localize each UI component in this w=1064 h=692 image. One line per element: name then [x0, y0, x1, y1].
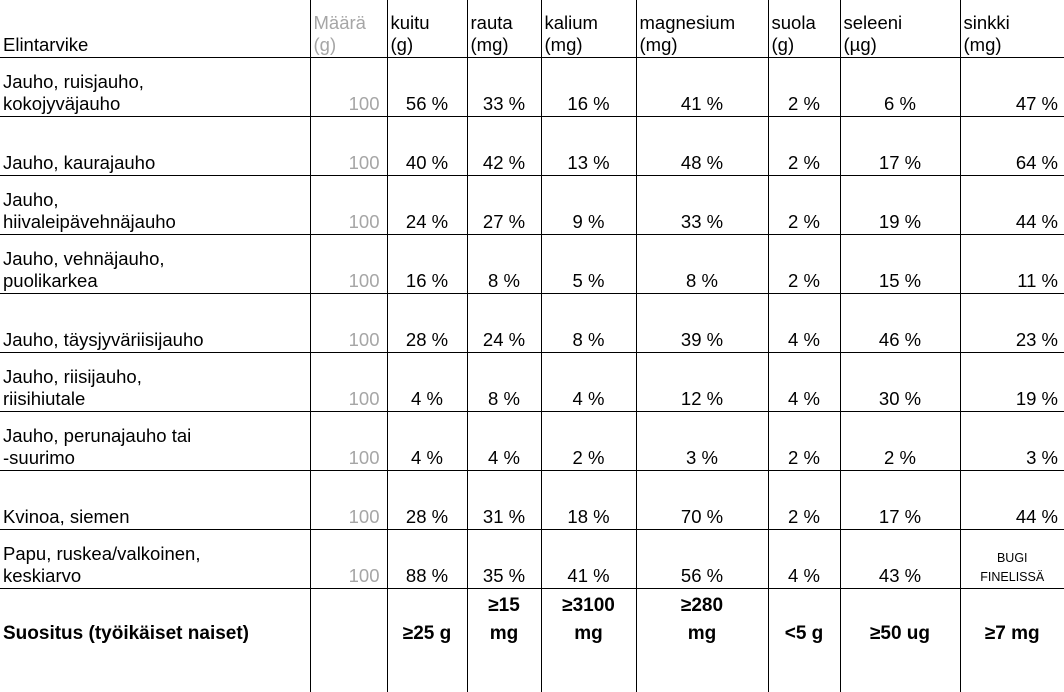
cell-food-name[interactable]: Jauho, täysjyväriisijauho: [0, 294, 310, 353]
table-row: [0, 294, 1064, 353]
cell-iron[interactable]: 24 %: [467, 294, 541, 353]
cell-amount[interactable]: 100: [310, 530, 387, 589]
cell-fiber[interactable]: 16 %: [387, 235, 467, 294]
cell-iron[interactable]: 8 %: [467, 353, 541, 412]
cell-selenium[interactable]: 46 %: [840, 294, 960, 353]
cell-iron[interactable]: 31 %: [467, 471, 541, 530]
cell-iron[interactable]: 8 %: [467, 235, 541, 294]
cell-salt[interactable]: 4 %: [768, 294, 840, 353]
cell-salt[interactable]: 2 %: [768, 176, 840, 235]
cell-selenium[interactable]: 2 %: [840, 412, 960, 471]
header-magnesium[interactable]: magnesium (mg): [636, 0, 768, 58]
cell-selenium[interactable]: 15 %: [840, 235, 960, 294]
cell-selenium[interactable]: 6 %: [840, 58, 960, 117]
cell-zinc[interactable]: 64 %: [960, 117, 1064, 176]
cell-magnesium[interactable]: 3 %: [636, 412, 768, 471]
cell-potassium[interactable]: 5 %: [541, 235, 636, 294]
recommendation-magnesium[interactable]: ≥280 mg: [636, 589, 768, 692]
table-row: [0, 117, 1064, 176]
cell-amount[interactable]: 100: [310, 471, 387, 530]
cell-potassium[interactable]: 18 %: [541, 471, 636, 530]
header-food[interactable]: Elintarvike: [0, 0, 310, 58]
recommendation-zinc[interactable]: ≥7 mg: [960, 589, 1064, 692]
cell-potassium[interactable]: 13 %: [541, 117, 636, 176]
cell-selenium[interactable]: 43 %: [840, 530, 960, 589]
cell-food-name[interactable]: Papu, ruskea/valkoinen, keskiarvo: [0, 530, 310, 589]
cell-amount[interactable]: 100: [310, 353, 387, 412]
header-fiber[interactable]: kuitu (g): [387, 0, 467, 58]
cell-zinc[interactable]: 11 %: [960, 235, 1064, 294]
recommendation-amount[interactable]: [310, 589, 387, 692]
cell-amount[interactable]: 100: [310, 294, 387, 353]
cell-zinc-note: BUGI: [964, 549, 1062, 568]
cell-zinc[interactable]: 23 %: [960, 294, 1064, 353]
cell-selenium[interactable]: 17 %: [840, 471, 960, 530]
cell-salt[interactable]: 2 %: [768, 117, 840, 176]
table-row: [0, 176, 1064, 235]
cell-amount[interactable]: 100: [310, 412, 387, 471]
cell-amount[interactable]: 100: [310, 58, 387, 117]
cell-amount[interactable]: 100: [310, 117, 387, 176]
cell-magnesium[interactable]: 41 %: [636, 58, 768, 117]
cell-magnesium[interactable]: 33 %: [636, 176, 768, 235]
cell-zinc[interactable]: [960, 530, 1064, 589]
cell-selenium[interactable]: 30 %: [840, 353, 960, 412]
table-row: [0, 58, 1064, 117]
cell-selenium[interactable]: 17 %: [840, 117, 960, 176]
cell-food-name[interactable]: Jauho, vehnäjauho, puolikarkea: [0, 235, 310, 294]
cell-magnesium[interactable]: 56 %: [636, 530, 768, 589]
cell-salt[interactable]: 4 %: [768, 530, 840, 589]
cell-iron[interactable]: 42 %: [467, 117, 541, 176]
recommendation-label[interactable]: Suositus (työikäiset naiset): [0, 589, 310, 692]
cell-salt[interactable]: 2 %: [768, 471, 840, 530]
cell-food-name[interactable]: Kvinoa, siemen: [0, 471, 310, 530]
cell-iron[interactable]: 35 %: [467, 530, 541, 589]
cell-potassium[interactable]: 8 %: [541, 294, 636, 353]
table-row: [0, 412, 1064, 471]
header-amount[interactable]: Määrä (g): [310, 0, 387, 58]
cell-food-name[interactable]: Jauho, riisijauho, riisihiutale: [0, 353, 310, 412]
cell-potassium[interactable]: 2 %: [541, 412, 636, 471]
cell-zinc-note: FINELISSÄ: [964, 568, 1062, 587]
cell-fiber[interactable]: 28 %: [387, 294, 467, 353]
cell-fiber[interactable]: 88 %: [387, 530, 467, 589]
cell-magnesium[interactable]: 8 %: [636, 235, 768, 294]
cell-fiber[interactable]: 28 %: [387, 471, 467, 530]
cell-fiber[interactable]: 4 %: [387, 353, 467, 412]
cell-potassium[interactable]: 4 %: [541, 353, 636, 412]
cell-magnesium[interactable]: 48 %: [636, 117, 768, 176]
recommendation-selenium[interactable]: ≥50 ug: [840, 589, 960, 692]
cell-salt[interactable]: 2 %: [768, 412, 840, 471]
cell-potassium[interactable]: 9 %: [541, 176, 636, 235]
cell-fiber[interactable]: 40 %: [387, 117, 467, 176]
cell-iron[interactable]: 4 %: [467, 412, 541, 471]
cell-iron[interactable]: 27 %: [467, 176, 541, 235]
cell-zinc[interactable]: 3 %: [960, 412, 1064, 471]
recommendation-iron[interactable]: ≥15 mg: [467, 589, 541, 692]
table-row: [0, 471, 1064, 530]
cell-food-name[interactable]: Jauho, hiivaleipävehnäjauho: [0, 176, 310, 235]
cell-food-name[interactable]: Jauho, perunajauho tai -suurimo: [0, 412, 310, 471]
cell-amount[interactable]: 100: [310, 176, 387, 235]
cell-amount[interactable]: 100: [310, 235, 387, 294]
recommendation-row: [0, 589, 1064, 692]
cell-magnesium[interactable]: 70 %: [636, 471, 768, 530]
cell-fiber[interactable]: 4 %: [387, 412, 467, 471]
table-row: [0, 353, 1064, 412]
cell-food-name[interactable]: Jauho, ruisjauho, kokojyväjauho: [0, 58, 310, 117]
cell-fiber[interactable]: 24 %: [387, 176, 467, 235]
cell-potassium[interactable]: 41 %: [541, 530, 636, 589]
cell-zinc[interactable]: 19 %: [960, 353, 1064, 412]
cell-fiber[interactable]: 56 %: [387, 58, 467, 117]
recommendation-salt[interactable]: <5 g: [768, 589, 840, 692]
header-selenium[interactable]: seleeni (µg): [840, 0, 960, 58]
table-row: [0, 235, 1064, 294]
cell-zinc[interactable]: 44 %: [960, 176, 1064, 235]
cell-zinc[interactable]: 44 %: [960, 471, 1064, 530]
cell-selenium[interactable]: 19 %: [840, 176, 960, 235]
cell-salt[interactable]: 2 %: [768, 235, 840, 294]
cell-magnesium[interactable]: 12 %: [636, 353, 768, 412]
cell-salt[interactable]: 4 %: [768, 353, 840, 412]
header-zinc[interactable]: sinkki (mg): [960, 0, 1064, 58]
header-salt[interactable]: suola (g): [768, 0, 840, 58]
cell-potassium[interactable]: 16 %: [541, 58, 636, 117]
table-row: [0, 530, 1064, 589]
recommendation-fiber[interactable]: ≥25 g: [387, 589, 467, 692]
cell-salt[interactable]: 2 %: [768, 58, 840, 117]
cell-zinc[interactable]: 47 %: [960, 58, 1064, 117]
header-row: [0, 0, 1064, 58]
header-potassium[interactable]: kalium (mg): [541, 0, 636, 58]
cell-magnesium[interactable]: 39 %: [636, 294, 768, 353]
cell-iron[interactable]: 33 %: [467, 58, 541, 117]
header-iron[interactable]: rauta (mg): [467, 0, 541, 58]
cell-food-name[interactable]: Jauho, kaurajauho: [0, 117, 310, 176]
recommendation-potassium[interactable]: ≥3100 mg: [541, 589, 636, 692]
